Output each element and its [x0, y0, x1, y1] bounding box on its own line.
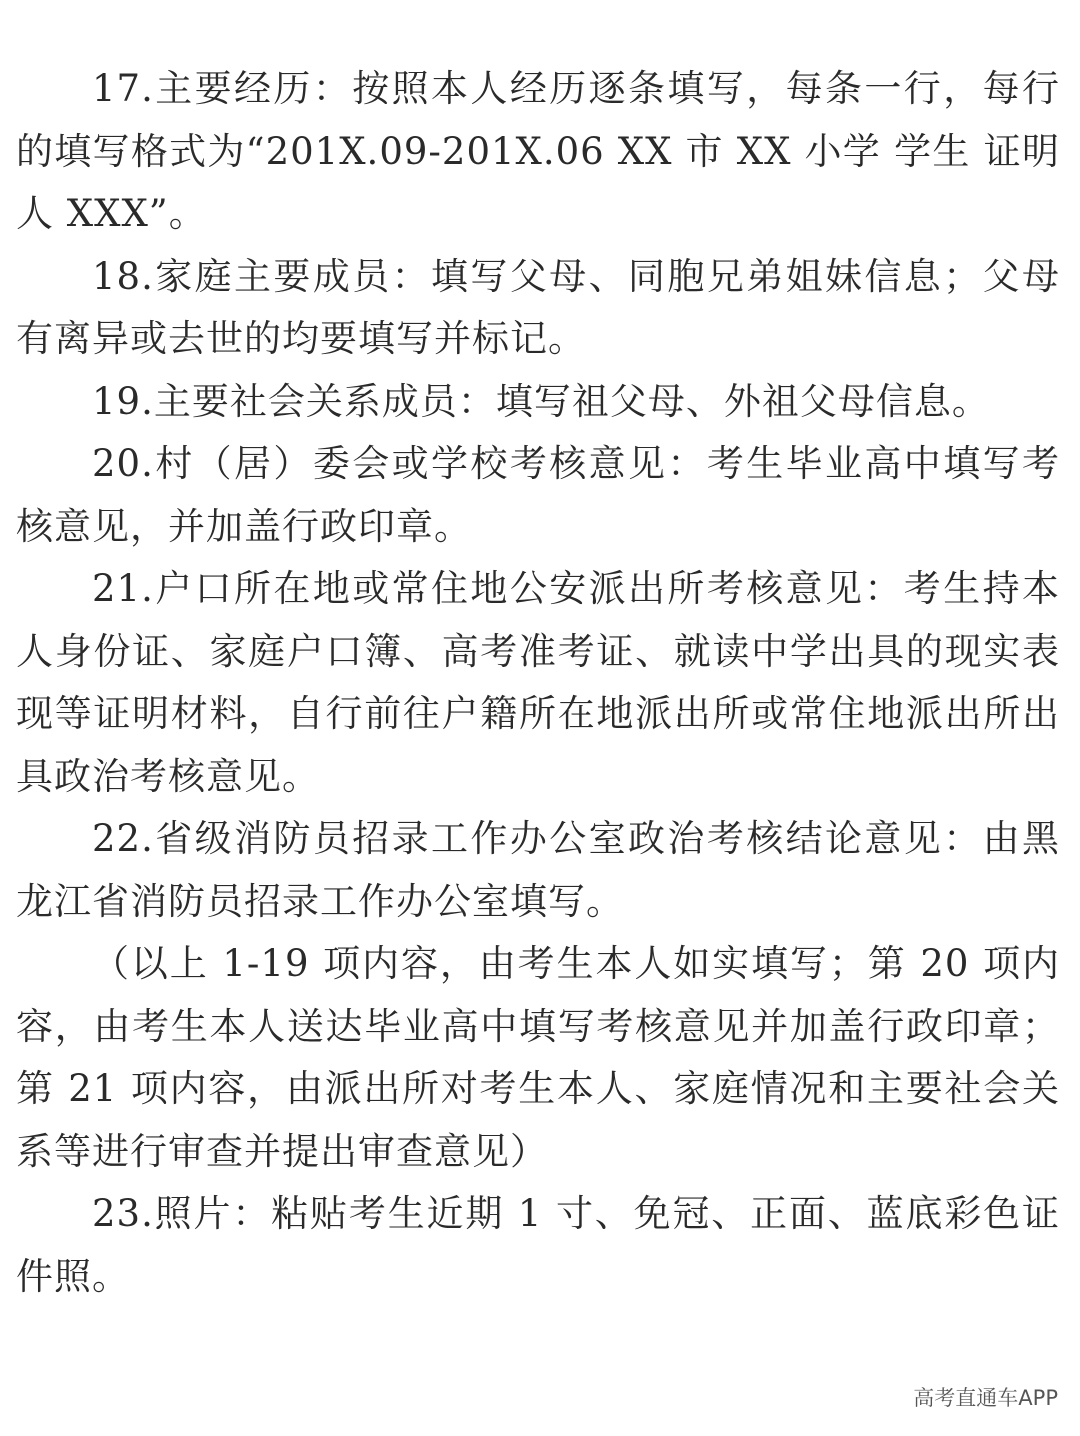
item-20-committee-opinion: 20.村（居）委会或学校考核意见：考生毕业高中填写考核意见，并加盖行政印章。: [16, 442, 1060, 548]
item-19-social-relations: 19.主要社会关系成员：填写祖父母、外祖父母信息。: [92, 379, 990, 423]
item-23-photo: 23.照片：粘贴考生近期 1 寸、免冠、正面、蓝底彩色证件照。: [16, 1192, 1060, 1298]
document-body: [16, 58, 1060, 1308]
item-17-main-experience: 17.主要经历：按照本人经历逐条填写，每条一行，每行的填写格式为“201X.09-201X.06 XX 市 XX 小学 学生 证明人 XXX”。: [16, 67, 1060, 235]
item-21-police-opinion: 21.户口所在地或常住地公安派出所考核意见：考生持本人身份证、家庭户口簿、高考准考证、就读中学出具的现实表现等证明材料，自行前往户籍所在地派出所或常住地派出所出具政治考核意见。: [16, 567, 1060, 798]
filling-note: （以上 1-19 项内容，由考生本人如实填写；第 20 项内容，由考生本人送达毕业高中填写考核意见并加盖行政印章；第 21 项内容，由派出所对考生本人、家庭情况和主要社会关系等进行审查并提出审查意见）: [16, 942, 1060, 1173]
watermark-text: 高考直通车APP: [913, 1386, 1058, 1410]
item-18-family-members: 18.家庭主要成员：填写父母、同胞兄弟姐妹信息；父母有离异或去世的均要填写并标记。: [16, 254, 1060, 360]
item-22-provincial-conclusion: 22.省级消防员招录工作办公室政治考核结论意见：由黑龙江省消防员招录工作办公室填写。: [16, 817, 1060, 923]
